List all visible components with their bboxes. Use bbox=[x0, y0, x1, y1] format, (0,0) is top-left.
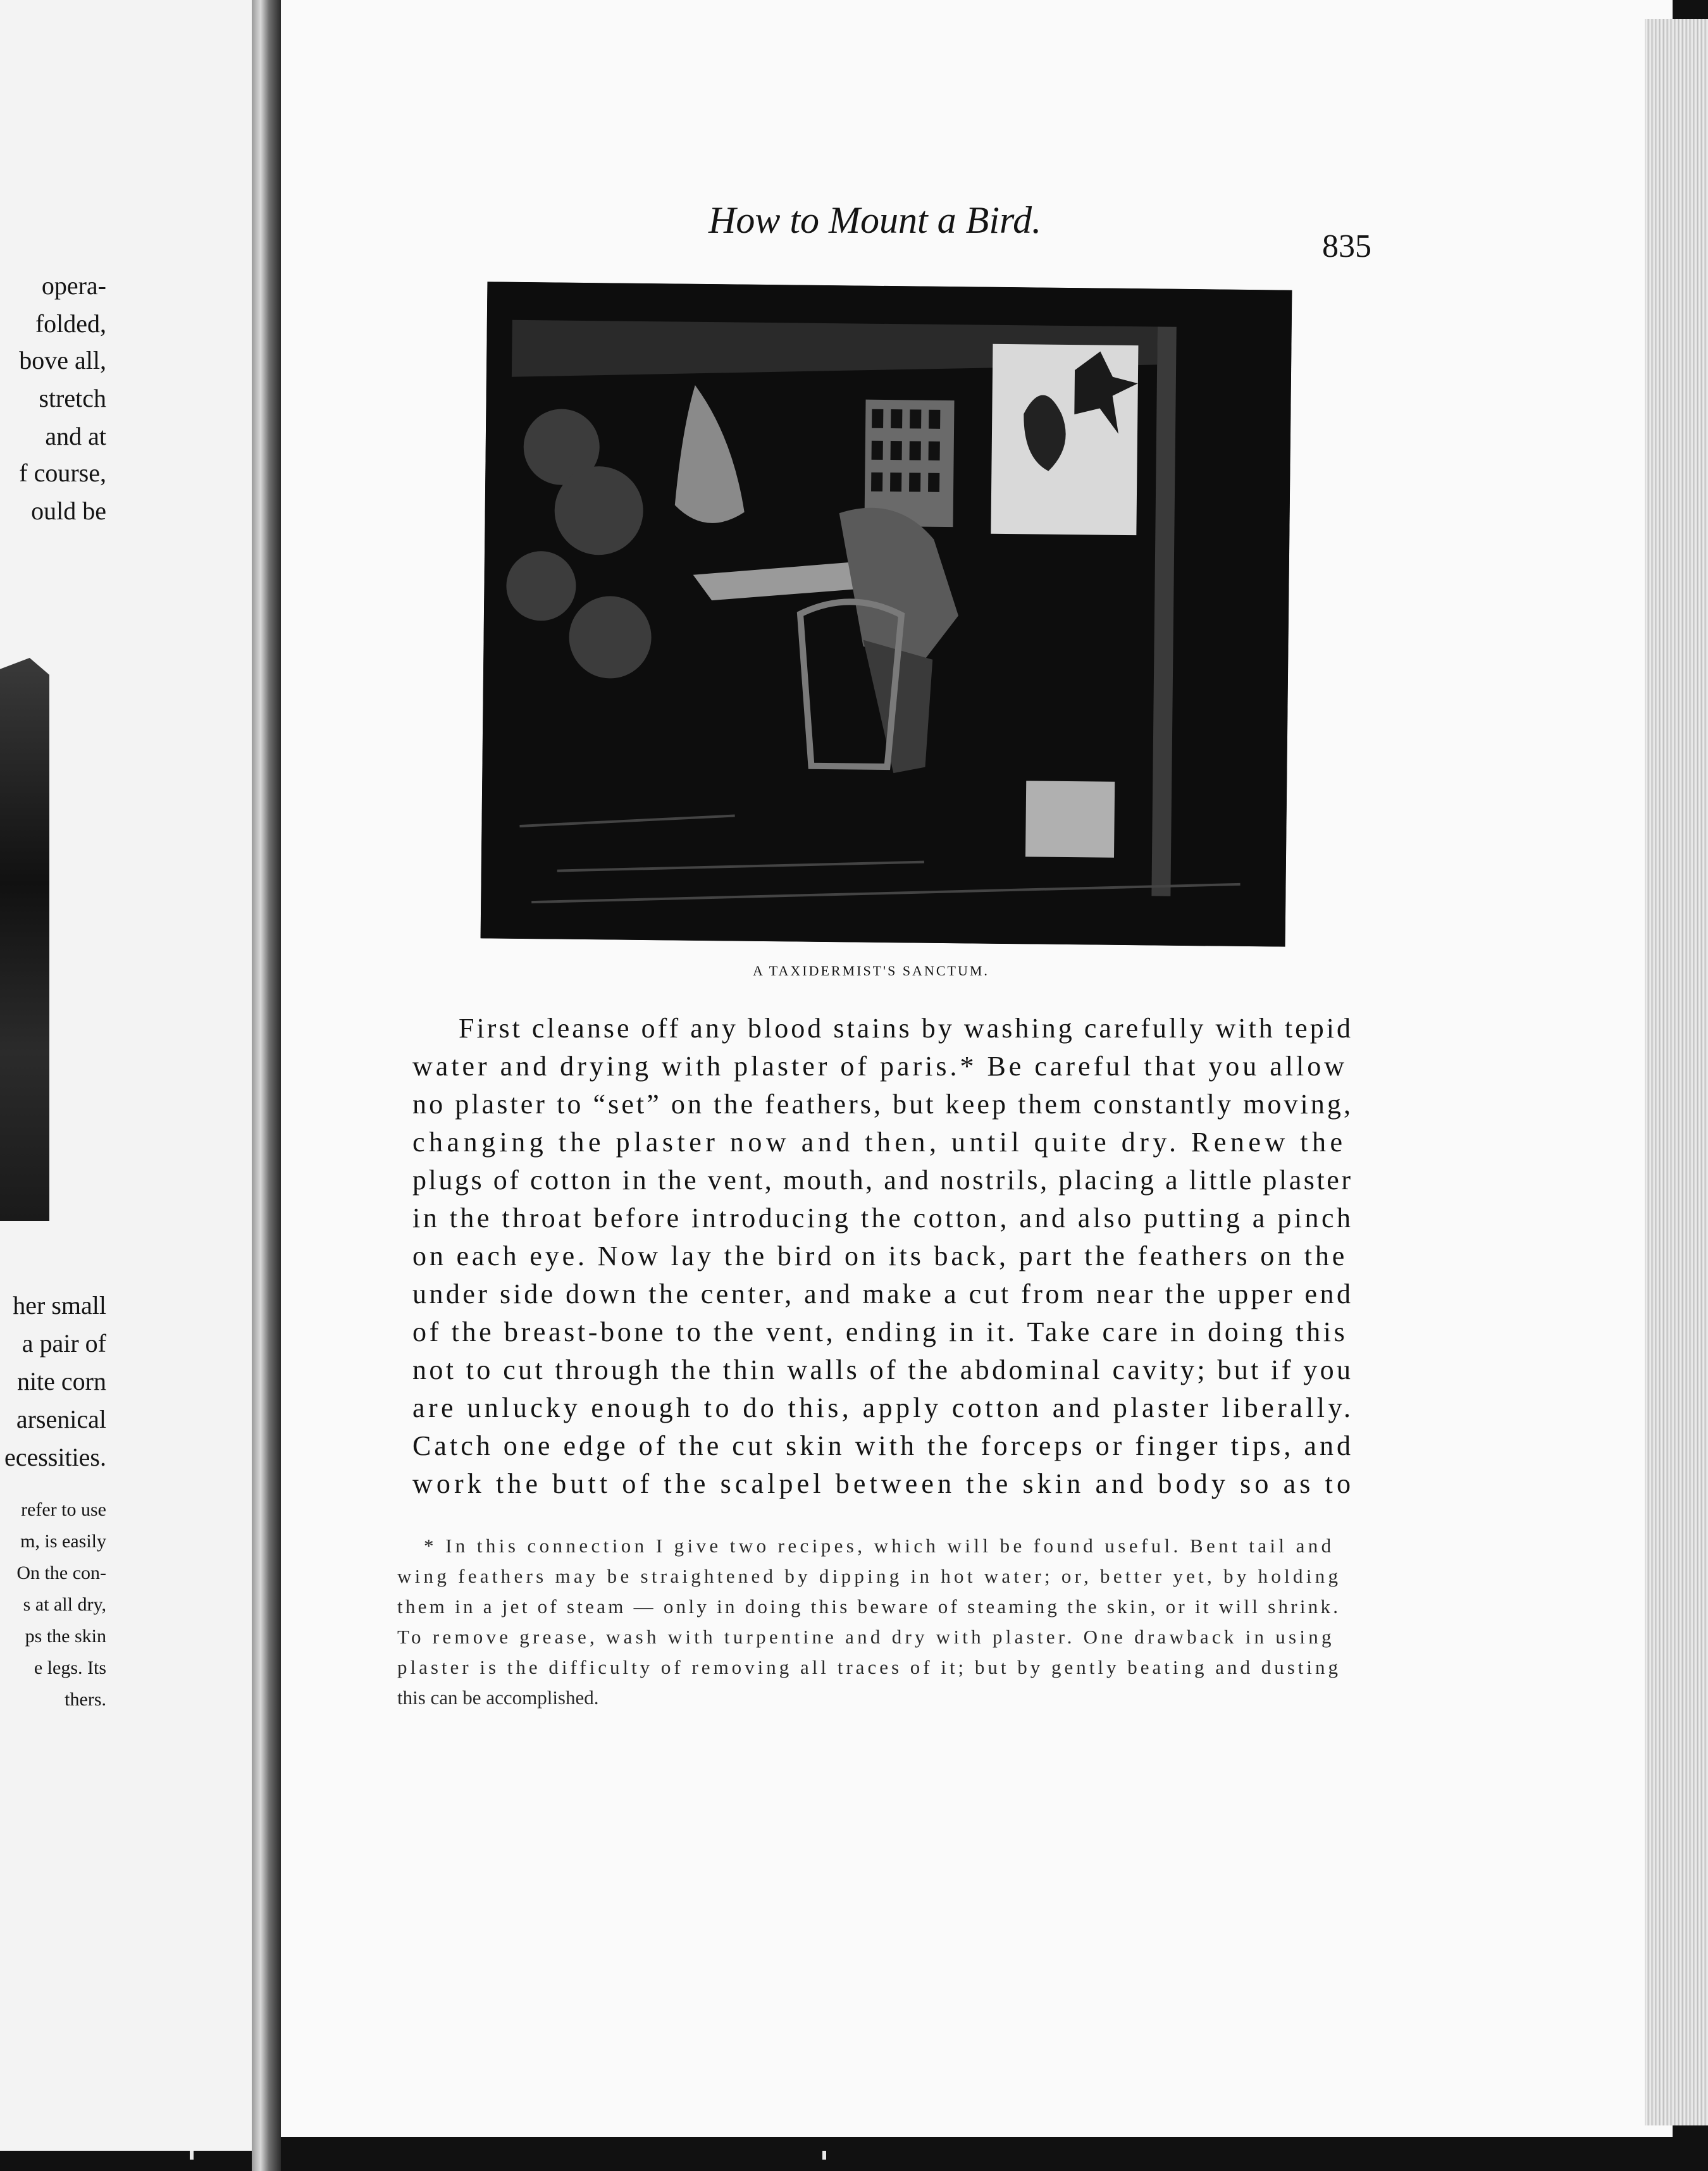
left-footnote-line: thers. bbox=[65, 1689, 106, 1710]
footnote-line: them in a jet of steam — only in doing this beware of steaming the skin, or it will shrink. bbox=[397, 1595, 1341, 1617]
left-text-line: nite corn bbox=[16, 1367, 106, 1395]
page-number: 835 bbox=[1322, 228, 1371, 264]
engraving-picture bbox=[481, 281, 1292, 946]
left-footnote-line: ps the skin bbox=[25, 1626, 106, 1647]
footnote-line: * In this connection I give two recipes, which will be found useful. Bent tail and bbox=[424, 1535, 1335, 1557]
left-footnote-line: refer to use bbox=[21, 1499, 106, 1520]
left-text-line: her small bbox=[13, 1291, 106, 1320]
body-line: First cleanse off any blood stains by washing carefully with tepid bbox=[459, 1013, 1354, 1044]
footnote-line: plaster is the difficulty of removing all traces of it; but by gently beating and dusting bbox=[397, 1656, 1341, 1678]
left-footnote-line: s at all dry, bbox=[23, 1594, 106, 1615]
body-line: not to cut through the thin walls of the abdominal cavity; but if you bbox=[412, 1354, 1354, 1385]
body-line: on each eye. Now lay the bird on its back, part the feathers on the bbox=[412, 1240, 1348, 1271]
left-footnote-line: On the con- bbox=[16, 1562, 106, 1583]
left-text-line: bove all, bbox=[19, 346, 106, 374]
left-text-line: ecessities. bbox=[4, 1443, 106, 1471]
scan-speck bbox=[822, 2151, 826, 2160]
body-line: under side down the center, and make a cut from near the upper end bbox=[412, 1278, 1354, 1309]
body-line: work the butt of the scalpel between the skin and body so as to bbox=[412, 1468, 1355, 1499]
left-page bbox=[0, 0, 252, 2151]
body-line: plugs of cotton in the vent, mouth, and nostrils, placing a little plaster bbox=[412, 1165, 1353, 1196]
left-text-line: f course, bbox=[19, 459, 106, 487]
left-text-line: ould be bbox=[31, 497, 106, 525]
left-text-line: arsenical bbox=[16, 1405, 106, 1433]
footnote-line: this can be accomplished. bbox=[397, 1686, 599, 1709]
body-line: in the throat before introducing the cotton, and also putting a pinch bbox=[412, 1203, 1354, 1234]
left-text-line: folded, bbox=[35, 309, 106, 338]
left-text-line: stretch bbox=[39, 384, 106, 412]
body-line: of the breast-bone to the vent, ending in it. Take care in doing this bbox=[412, 1316, 1348, 1347]
body-line: Catch one edge of the cut skin with the forceps or finger tips, and bbox=[412, 1430, 1354, 1461]
taxidermist-illustration bbox=[481, 281, 1292, 946]
figure-caption: A TAXIDERMIST'S SANCTUM. bbox=[753, 963, 989, 979]
running-head: How to Mount a Bird. bbox=[709, 199, 1042, 241]
left-page-illustration-fragment bbox=[0, 658, 49, 1221]
book-gutter bbox=[252, 0, 281, 2171]
left-text-line: and at bbox=[45, 422, 106, 450]
left-footnote-line: e legs. Its bbox=[34, 1657, 106, 1678]
page-edges bbox=[1645, 19, 1708, 2125]
body-line: water and drying with plaster of paris.* Be careful that you allow bbox=[412, 1051, 1347, 1082]
left-text-line: a pair of bbox=[22, 1329, 106, 1358]
scan-speck bbox=[190, 2151, 194, 2160]
left-footnote-line: m, is easily bbox=[20, 1531, 106, 1552]
body-line: are unlucky enough to do this, apply cotton and plaster liberally. bbox=[412, 1392, 1354, 1423]
footnote-line: To remove grease, wash with turpentine and dry with plaster. One drawback in using bbox=[397, 1626, 1335, 1648]
body-line: no plaster to “set” on the feathers, but keep them constantly moving, bbox=[412, 1089, 1354, 1120]
footnote-line: wing feathers may be straightened by dipping in hot water; or, better yet, by holding bbox=[397, 1565, 1342, 1587]
body-line: changing the plaster now and then, until quite dry. Renew the bbox=[412, 1127, 1347, 1158]
left-text-line: opera- bbox=[41, 271, 106, 300]
